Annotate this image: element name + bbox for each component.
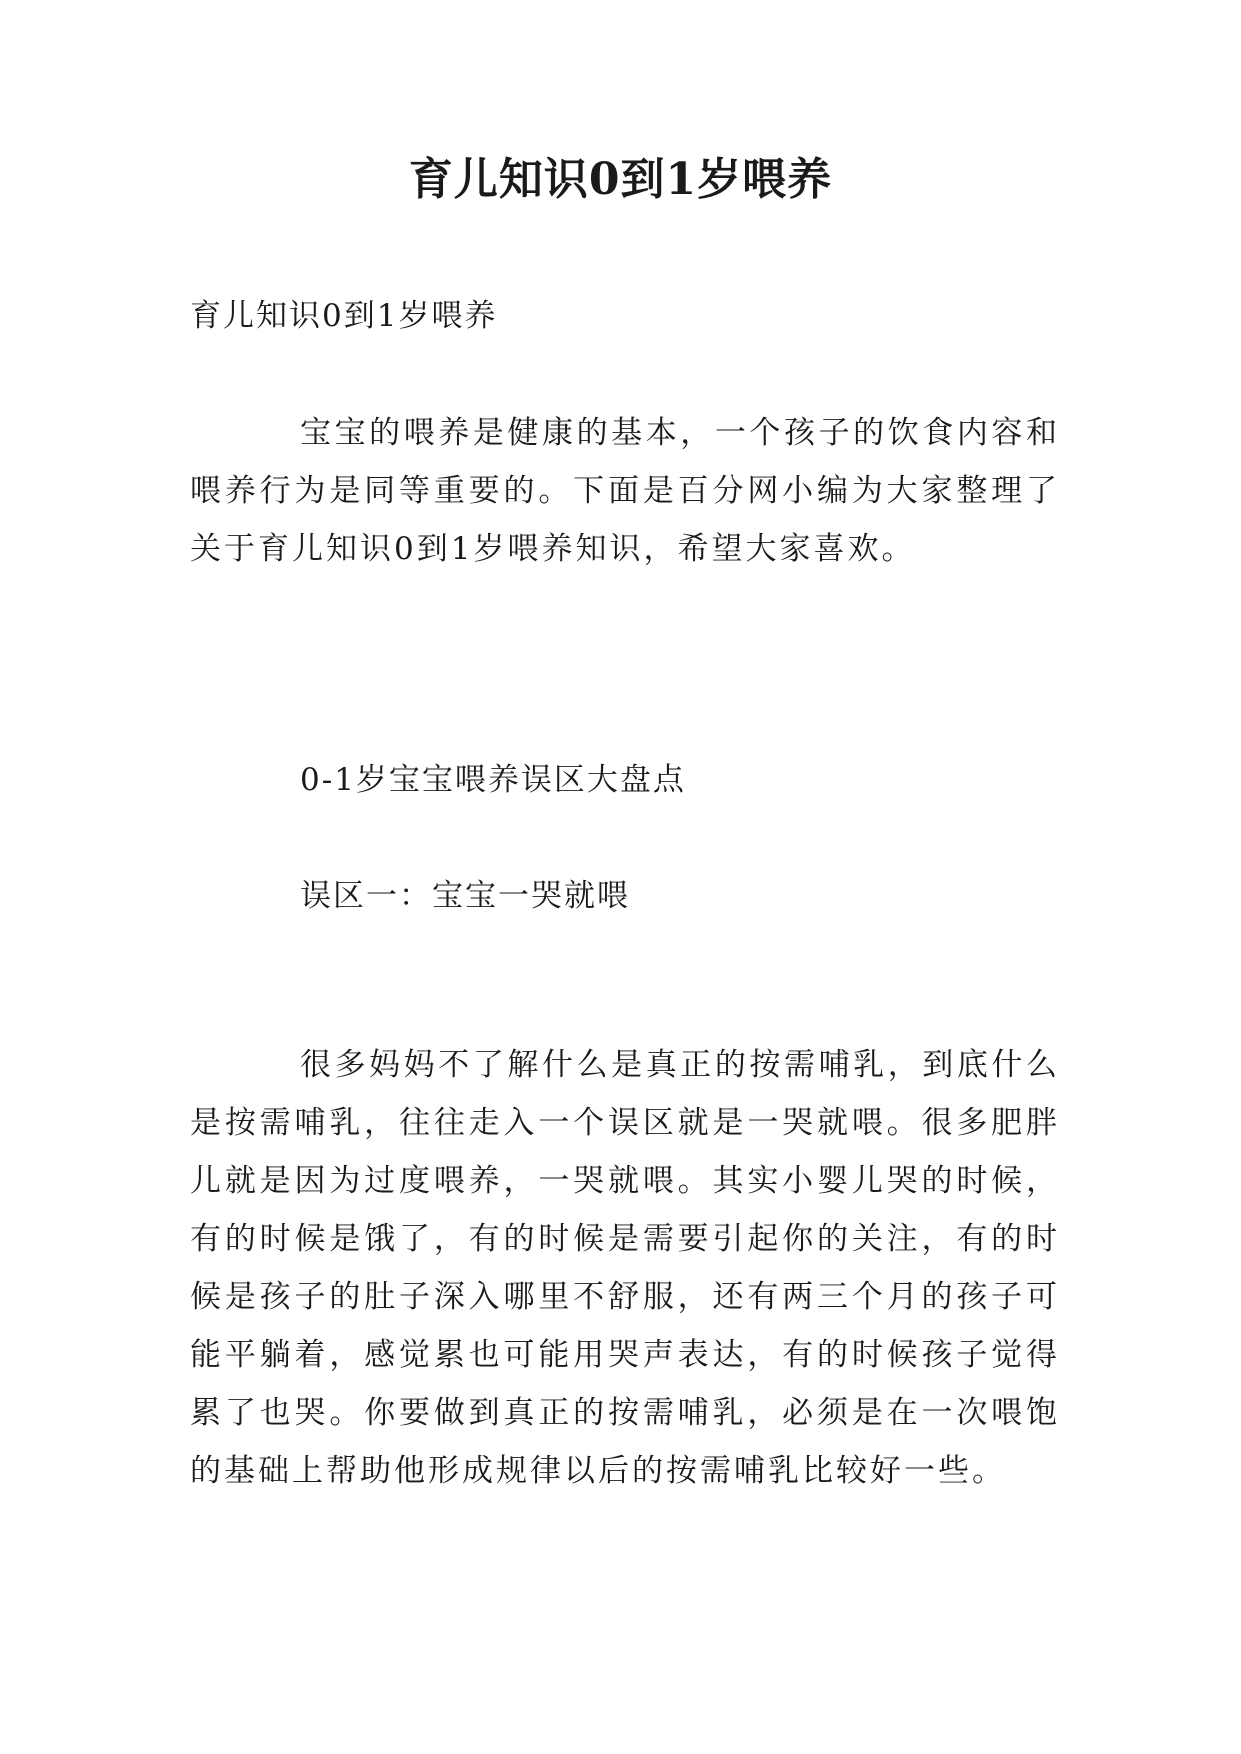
section-heading: 0-1岁宝宝喂养误区大盘点 xyxy=(300,762,686,798)
intro-paragraph: 宝宝的喂养是健康的基本，一个孩子的饮食内容和喂养行为是同等重要的。下面是百分网小编为大家整理了关于育儿知识0到1岁喂养知识，希望大家喜欢。 xyxy=(190,415,1060,567)
document-title: 育儿知识0到1岁喂养 xyxy=(408,154,833,205)
myth-one-heading: 误区一：宝宝一哭就喂 xyxy=(300,878,630,914)
myth-one-paragraph: 很多妈妈不了解什么是真正的按需哺乳，到底什么是按需哺乳，往往走入一个误区就是一哭就喂。很多肥胖儿就是因为过度喂养，一哭就喂。其实小婴儿哭的时候，有的时候是饿了，有的时候是需要引起你的关注，有的时候是孩子的肚子深入哪里不舒服，还有两三个月的孩子可能平躺着，感觉累也可能用哭声表达，有的时候孩子觉得累了也哭。你要做到真正的按需哺乳，必须是在一次喂饱的基础上帮助他形成规律以后的按需哺乳比较好一些。 xyxy=(190,1047,1060,1489)
document-subtitle: 育儿知识0到1岁喂养 xyxy=(190,298,498,334)
